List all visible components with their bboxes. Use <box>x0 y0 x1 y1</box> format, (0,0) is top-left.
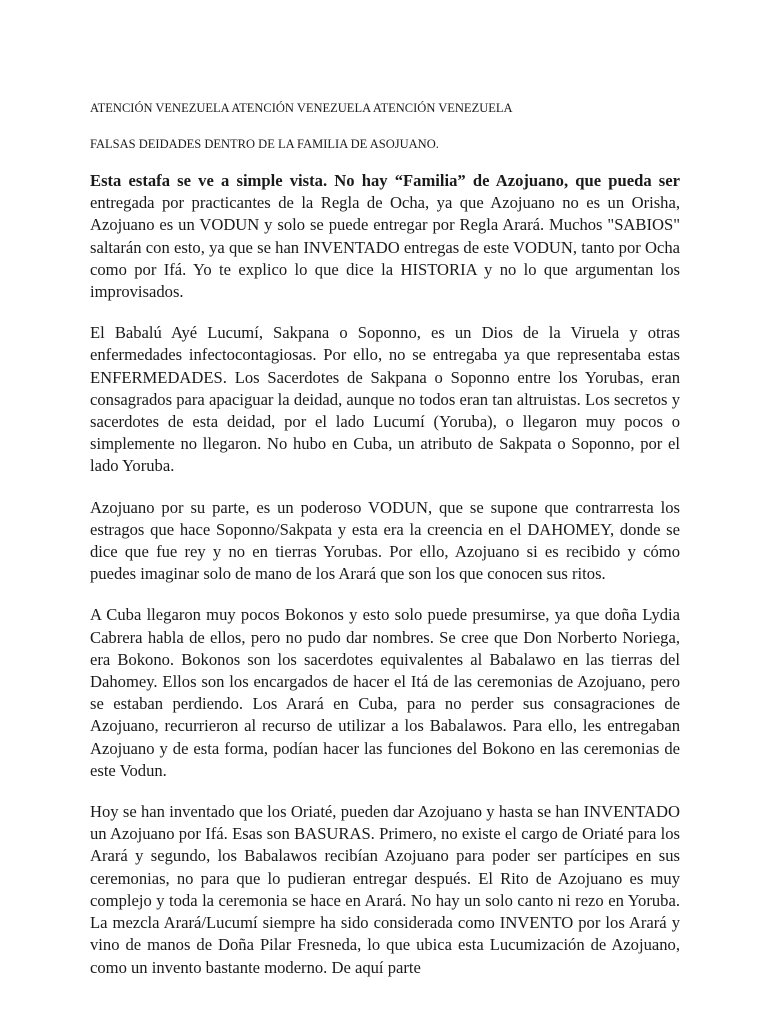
document-title: FALSAS DEIDADES DENTRO DE LA FAMILIA DE ASOJUANO. <box>90 137 439 151</box>
paragraph-5: Hoy se han inventado que los Oriaté, pueden dar Azojuano y hasta se han INVENTADO un Azojuano por Ifá. Esas son BASURAS. Primero, no existe el cargo de Oriaté para los Arará y segundo, los Babalawos recibían Azojuano para poder ser partícipes en sus ceremonias, no para que lo pudieran entregar después. El Rito de Azojuano es muy complejo y toda la ceremonia se hace en Arará. No hay un solo canto ni rezo en Yoruba. La mezcla Arará/Lucumí siempre ha sido considerada como INVENTO por los Arará y vino de manos de Doña Pilar Fresneda, lo que ubica esta Lucumización de Azojuano, como un invento bastante moderno. De aquí parte <box>90 802 680 977</box>
paragraph-1-text: entregada por practicantes de la Regla de Ocha, ya que Azojuano no es un Orisha, Azojuano es un VODUN y solo se puede entregar por Regla Arará. Muchos "SABIOS" saltarán con esto, ya que se han INVENTADO entregas de este VODUN, tanto por Ocha como por Ifá. Yo te explico lo que dice la HISTORIA y no lo que argumentan los improvisados. <box>90 193 680 302</box>
paragraph-1 <box>90 170 680 303</box>
document-page <box>90 100 680 998</box>
paragraph-3: Azojuano por su parte, es un poderoso VODUN, que se supone que contrarresta los estragos que hace Soponno/Sakpata y esta era la creencia en el DAHOMEY, donde se dice que fue rey y no en tierras Yorubas. Por ello, Azojuano si es recibido y cómo puedes imaginar solo de mano de los Arará que son los que conocen sus ritos. <box>90 497 680 584</box>
paragraph-4: A Cuba llegaron muy pocos Bokonos y esto solo puede presumirse, ya que doña Lydia Cabrera habla de ellos, pero no pudo dar nombres. Se cree que Don Norberto Noriega, era Bokono. Bokonos son los sacerdotes equivalentes al Babalawo en las tierras del Dahomey. Ellos son los encargados de hacer el Itá de las ceremonias de Azojuano, pero se estaban perdiendo. Los Arará en Cuba, para no perder sus consagraciones de Azojuano, recurrieron al recurso de utilizar a los Babalawos. Para ello, les entregaban Azojuano y de esta forma, podían hacer las funciones del Bokono en las ceremonias de este Vodun. <box>90 605 680 780</box>
attention-header: ATENCIÓN VENEZUELA ATENCIÓN VENEZUELA ATENCIÓN VENEZUELA <box>90 101 513 115</box>
paragraph-2: El Babalú Ayé Lucumí, Sakpana o Soponno, es un Dios de la Viruela y otras enfermedades infectocontagiosas. Por ello, no se entregaba ya que representaba estas ENFERMEDADES. Los Sacerdotes de Sakpana o Soponno entre los Yorubas, eran consagrados para apaciguar la deidad, aunque no todos eran tan altruistas. Los secretos y sacerdotes de esta deidad, por el lado Lucumí (Yoruba), o llegaron muy pocos o simplemente no llegaron. No hubo en Cuba, un atributo de Sakpata o Soponno, por el lado Yoruba. <box>90 323 680 476</box>
paragraph-1-lead: Esta estafa se ve a simple vista. No hay “Familia” de Azojuano, que pueda ser <box>90 171 680 190</box>
